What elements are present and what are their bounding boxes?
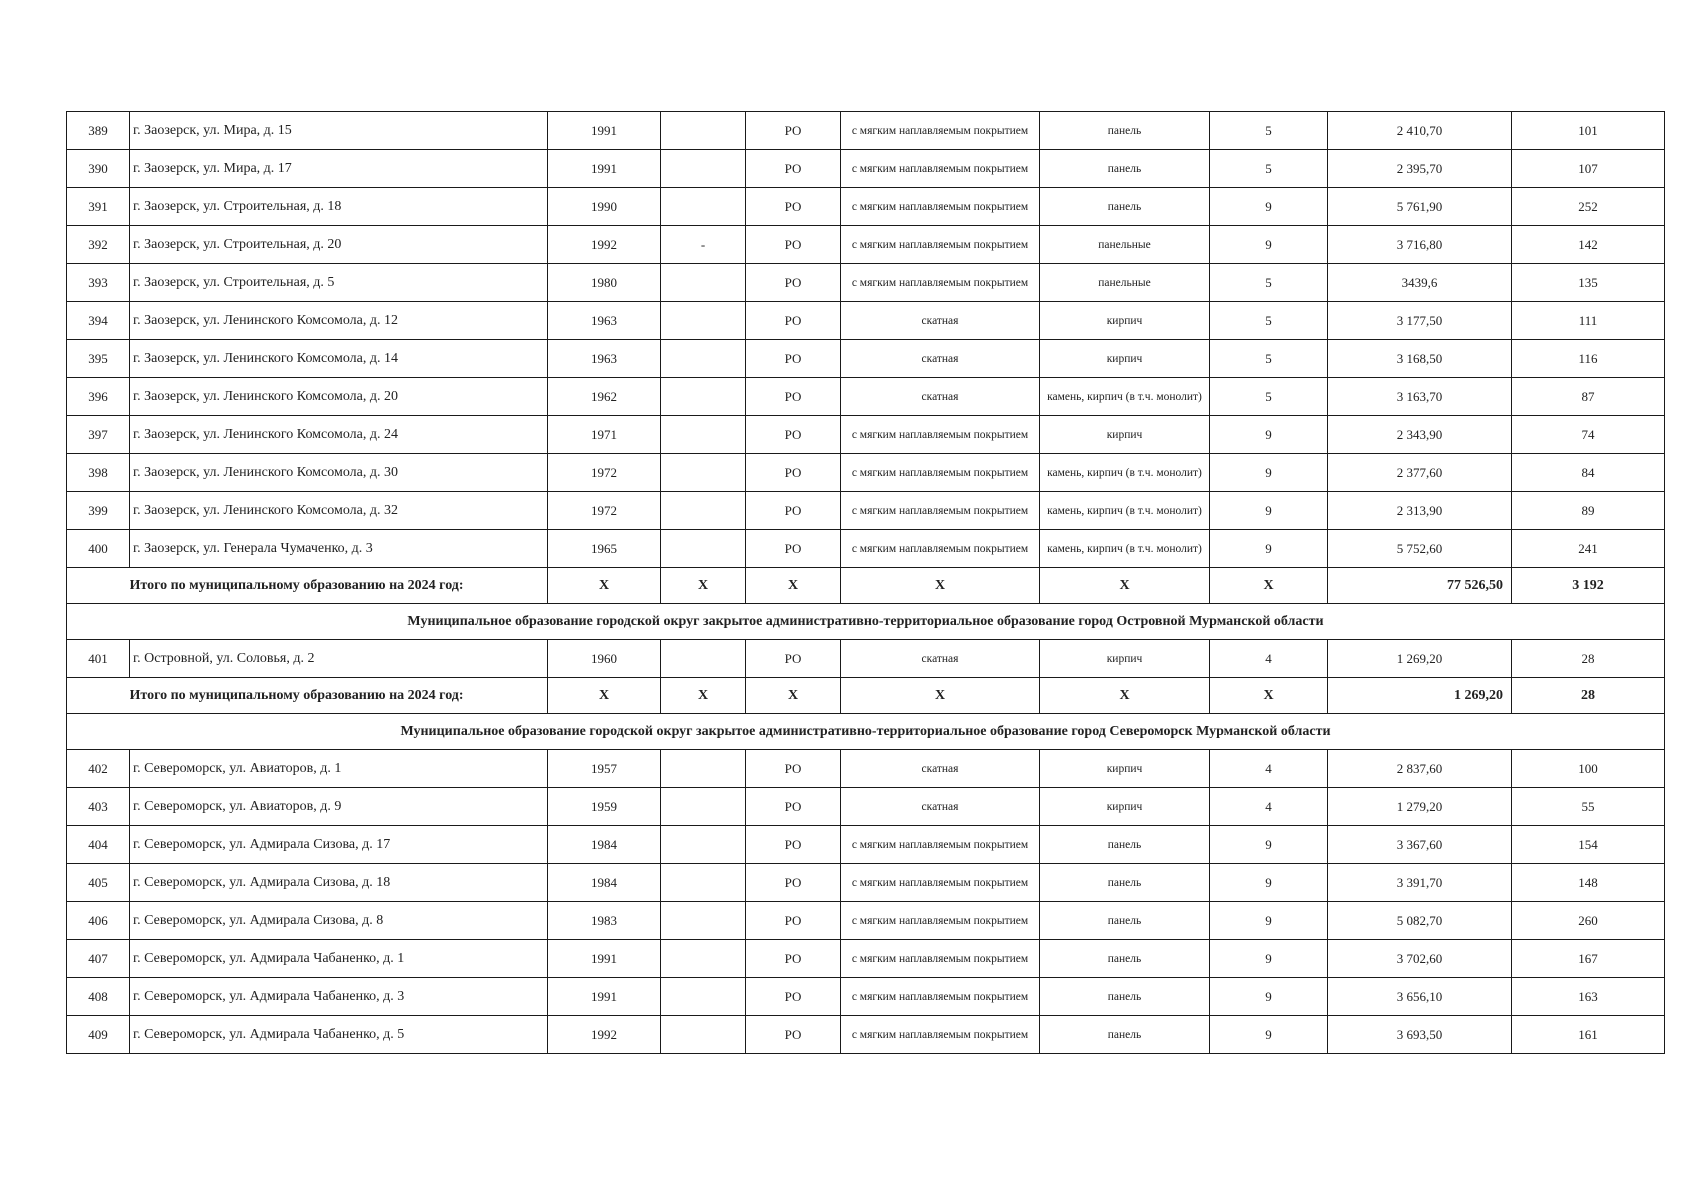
walls-cell: кирпич xyxy=(1040,640,1210,678)
table-row xyxy=(67,940,1665,978)
area-cell: 3 656,10 xyxy=(1328,978,1512,1016)
total-x-mark: Х xyxy=(1210,678,1328,714)
row-number-cell: 396 xyxy=(67,378,130,416)
row-number-cell: 401 xyxy=(67,640,130,678)
row-number-cell: 397 xyxy=(67,416,130,454)
year-cell: 1972 xyxy=(548,492,661,530)
row-number-cell: 407 xyxy=(67,940,130,978)
type-cell: РО xyxy=(746,864,841,902)
total-x-mark: Х xyxy=(746,568,841,604)
residents-cell: 142 xyxy=(1512,226,1665,264)
extra-cell xyxy=(661,864,746,902)
type-cell: РО xyxy=(746,978,841,1016)
area-cell: 5 752,60 xyxy=(1328,530,1512,568)
floors-cell: 4 xyxy=(1210,750,1328,788)
total-x-mark: Х xyxy=(841,678,1040,714)
extra-cell xyxy=(661,454,746,492)
floors-cell: 9 xyxy=(1210,530,1328,568)
residents-cell: 107 xyxy=(1512,150,1665,188)
total-area: 1 269,20 xyxy=(1328,678,1512,714)
total-x-mark: Х xyxy=(841,568,1040,604)
row-number-cell: 393 xyxy=(67,264,130,302)
walls-cell: панель xyxy=(1040,150,1210,188)
housing-table xyxy=(66,111,1665,1054)
year-cell: 1991 xyxy=(548,940,661,978)
table-row xyxy=(67,1016,1665,1054)
residents-cell: 84 xyxy=(1512,454,1665,492)
type-cell: РО xyxy=(746,530,841,568)
extra-cell xyxy=(661,826,746,864)
address-cell: г. Североморск, ул. Адмирала Чабаненко, д. 3 xyxy=(130,978,548,1016)
address-cell: г. Североморск, ул. Адмирала Сизова, д. 17 xyxy=(130,826,548,864)
type-cell: РО xyxy=(746,750,841,788)
area-cell: 3 168,50 xyxy=(1328,340,1512,378)
walls-cell: панель xyxy=(1040,902,1210,940)
address-cell: г. Заозерск, ул. Ленинского Комсомола, д. 30 xyxy=(130,454,548,492)
residents-cell: 55 xyxy=(1512,788,1665,826)
total-x-mark: Х xyxy=(661,568,746,604)
row-number-cell: 398 xyxy=(67,454,130,492)
roof-cell: с мягким наплавляемым покрытием xyxy=(841,530,1040,568)
total-residents: 3 192 xyxy=(1512,568,1665,604)
walls-cell: камень, кирпич (в т.ч. монолит) xyxy=(1040,454,1210,492)
walls-cell: кирпич xyxy=(1040,416,1210,454)
total-x-mark: Х xyxy=(661,678,746,714)
total-spacer-cell xyxy=(67,678,130,714)
roof-cell: с мягким наплавляемым покрытием xyxy=(841,978,1040,1016)
floors-cell: 9 xyxy=(1210,188,1328,226)
year-cell: 1991 xyxy=(548,112,661,150)
year-cell: 1991 xyxy=(548,150,661,188)
extra-cell xyxy=(661,492,746,530)
roof-cell: скатная xyxy=(841,302,1040,340)
residents-cell: 148 xyxy=(1512,864,1665,902)
walls-cell: панель xyxy=(1040,864,1210,902)
residents-cell: 161 xyxy=(1512,1016,1665,1054)
municipality-header: Муниципальное образование городской округ закрытое административно-территориальное образование город Островной Мурманской области xyxy=(67,604,1665,640)
area-cell: 3 702,60 xyxy=(1328,940,1512,978)
type-cell: РО xyxy=(746,788,841,826)
year-cell: 1983 xyxy=(548,902,661,940)
floors-cell: 5 xyxy=(1210,112,1328,150)
extra-cell xyxy=(661,1016,746,1054)
type-cell: РО xyxy=(746,378,841,416)
total-row xyxy=(67,678,1665,714)
roof-cell: с мягким наплавляемым покрытием xyxy=(841,1016,1040,1054)
roof-cell: с мягким наплавляемым покрытием xyxy=(841,264,1040,302)
residents-cell: 135 xyxy=(1512,264,1665,302)
municipality-header-row xyxy=(67,604,1665,640)
residents-cell: 241 xyxy=(1512,530,1665,568)
year-cell: 1963 xyxy=(548,340,661,378)
walls-cell: панель xyxy=(1040,826,1210,864)
year-cell: 1984 xyxy=(548,826,661,864)
row-number-cell: 392 xyxy=(67,226,130,264)
row-number-cell: 402 xyxy=(67,750,130,788)
extra-cell xyxy=(661,378,746,416)
roof-cell: скатная xyxy=(841,340,1040,378)
type-cell: РО xyxy=(746,302,841,340)
type-cell: РО xyxy=(746,902,841,940)
year-cell: 1980 xyxy=(548,264,661,302)
table-row xyxy=(67,788,1665,826)
table-row xyxy=(67,978,1665,1016)
floors-cell: 9 xyxy=(1210,454,1328,492)
table-row xyxy=(67,864,1665,902)
residents-cell: 260 xyxy=(1512,902,1665,940)
residents-cell: 28 xyxy=(1512,640,1665,678)
table-row xyxy=(67,112,1665,150)
year-cell: 1960 xyxy=(548,640,661,678)
table-row xyxy=(67,492,1665,530)
walls-cell: камень, кирпич (в т.ч. монолит) xyxy=(1040,530,1210,568)
walls-cell: панельные xyxy=(1040,264,1210,302)
residents-cell: 101 xyxy=(1512,112,1665,150)
residents-cell: 154 xyxy=(1512,826,1665,864)
walls-cell: кирпич xyxy=(1040,340,1210,378)
roof-cell: скатная xyxy=(841,640,1040,678)
address-cell: г. Североморск, ул. Адмирала Чабаненко, д. 1 xyxy=(130,940,548,978)
roof-cell: скатная xyxy=(841,378,1040,416)
address-cell: г. Североморск, ул. Адмирала Сизова, д. 8 xyxy=(130,902,548,940)
row-number-cell: 404 xyxy=(67,826,130,864)
row-number-cell: 408 xyxy=(67,978,130,1016)
extra-cell xyxy=(661,940,746,978)
table-row xyxy=(67,302,1665,340)
extra-cell xyxy=(661,788,746,826)
row-number-cell: 405 xyxy=(67,864,130,902)
type-cell: РО xyxy=(746,940,841,978)
area-cell: 3 693,50 xyxy=(1328,1016,1512,1054)
row-number-cell: 409 xyxy=(67,1016,130,1054)
residents-cell: 252 xyxy=(1512,188,1665,226)
extra-cell xyxy=(661,150,746,188)
roof-cell: скатная xyxy=(841,788,1040,826)
total-residents: 28 xyxy=(1512,678,1665,714)
total-x-mark: Х xyxy=(1210,568,1328,604)
row-number-cell: 400 xyxy=(67,530,130,568)
total-row xyxy=(67,568,1665,604)
address-cell: г. Заозерск, ул. Мира, д. 15 xyxy=(130,112,548,150)
area-cell: 3 177,50 xyxy=(1328,302,1512,340)
residents-cell: 100 xyxy=(1512,750,1665,788)
extra-cell: - xyxy=(661,226,746,264)
area-cell: 1 269,20 xyxy=(1328,640,1512,678)
residents-cell: 167 xyxy=(1512,940,1665,978)
area-cell: 2 395,70 xyxy=(1328,150,1512,188)
extra-cell xyxy=(661,112,746,150)
address-cell: г. Заозерск, ул. Строительная, д. 5 xyxy=(130,264,548,302)
type-cell: РО xyxy=(746,188,841,226)
total-label: Итого по муниципальному образованию на 2024 год: xyxy=(130,568,548,604)
area-cell: 3439,6 xyxy=(1328,264,1512,302)
municipality-header: Муниципальное образование городской округ закрытое административно-территориальное образование город Североморск Мурманской области xyxy=(67,714,1665,750)
floors-cell: 9 xyxy=(1210,902,1328,940)
year-cell: 1992 xyxy=(548,1016,661,1054)
address-cell: г. Заозерск, ул. Ленинского Комсомола, д. 24 xyxy=(130,416,548,454)
area-cell: 5 761,90 xyxy=(1328,188,1512,226)
row-number-cell: 406 xyxy=(67,902,130,940)
roof-cell: с мягким наплавляемым покрытием xyxy=(841,416,1040,454)
walls-cell: панель xyxy=(1040,188,1210,226)
address-cell: г. Заозерск, ул. Ленинского Комсомола, д. 20 xyxy=(130,378,548,416)
roof-cell: с мягким наплавляемым покрытием xyxy=(841,188,1040,226)
residents-cell: 89 xyxy=(1512,492,1665,530)
extra-cell xyxy=(661,302,746,340)
roof-cell: с мягким наплавляемым покрытием xyxy=(841,826,1040,864)
total-x-mark: Х xyxy=(548,568,661,604)
address-cell: г. Заозерск, ул. Строительная, д. 18 xyxy=(130,188,548,226)
row-number-cell: 389 xyxy=(67,112,130,150)
table-row xyxy=(67,826,1665,864)
walls-cell: камень, кирпич (в т.ч. монолит) xyxy=(1040,492,1210,530)
year-cell: 1984 xyxy=(548,864,661,902)
floors-cell: 5 xyxy=(1210,340,1328,378)
floors-cell: 5 xyxy=(1210,150,1328,188)
floors-cell: 9 xyxy=(1210,940,1328,978)
document-page xyxy=(66,111,1664,1054)
year-cell: 1957 xyxy=(548,750,661,788)
table-row xyxy=(67,640,1665,678)
address-cell: г. Заозерск, ул. Ленинского Комсомола, д. 14 xyxy=(130,340,548,378)
address-cell: г. Заозерск, ул. Мира, д. 17 xyxy=(130,150,548,188)
total-label: Итого по муниципальному образованию на 2024 год: xyxy=(130,678,548,714)
table-row xyxy=(67,454,1665,492)
area-cell: 2 837,60 xyxy=(1328,750,1512,788)
walls-cell: панель xyxy=(1040,1016,1210,1054)
floors-cell: 5 xyxy=(1210,302,1328,340)
year-cell: 1971 xyxy=(548,416,661,454)
floors-cell: 9 xyxy=(1210,226,1328,264)
table-row xyxy=(67,340,1665,378)
residents-cell: 74 xyxy=(1512,416,1665,454)
address-cell: г. Заозерск, ул. Ленинского Комсомола, д. 32 xyxy=(130,492,548,530)
year-cell: 1963 xyxy=(548,302,661,340)
table-row xyxy=(67,226,1665,264)
address-cell: г. Североморск, ул. Авиаторов, д. 9 xyxy=(130,788,548,826)
extra-cell xyxy=(661,750,746,788)
year-cell: 1965 xyxy=(548,530,661,568)
roof-cell: с мягким наплавляемым покрытием xyxy=(841,454,1040,492)
walls-cell: панель xyxy=(1040,978,1210,1016)
floors-cell: 9 xyxy=(1210,416,1328,454)
floors-cell: 9 xyxy=(1210,978,1328,1016)
row-number-cell: 391 xyxy=(67,188,130,226)
year-cell: 1991 xyxy=(548,978,661,1016)
year-cell: 1992 xyxy=(548,226,661,264)
total-area: 77 526,50 xyxy=(1328,568,1512,604)
row-number-cell: 403 xyxy=(67,788,130,826)
walls-cell: панель xyxy=(1040,940,1210,978)
address-cell: г. Североморск, ул. Адмирала Сизова, д. 18 xyxy=(130,864,548,902)
type-cell: РО xyxy=(746,454,841,492)
type-cell: РО xyxy=(746,150,841,188)
table-row xyxy=(67,150,1665,188)
walls-cell: кирпич xyxy=(1040,302,1210,340)
type-cell: РО xyxy=(746,640,841,678)
area-cell: 3 163,70 xyxy=(1328,378,1512,416)
roof-cell: с мягким наплавляемым покрытием xyxy=(841,112,1040,150)
total-spacer-cell xyxy=(67,568,130,604)
area-cell: 5 082,70 xyxy=(1328,902,1512,940)
floors-cell: 9 xyxy=(1210,864,1328,902)
address-cell: г. Островной, ул. Соловья, д. 2 xyxy=(130,640,548,678)
roof-cell: с мягким наплавляемым покрытием xyxy=(841,492,1040,530)
type-cell: РО xyxy=(746,492,841,530)
residents-cell: 116 xyxy=(1512,340,1665,378)
type-cell: РО xyxy=(746,416,841,454)
floors-cell: 4 xyxy=(1210,640,1328,678)
area-cell: 2 313,90 xyxy=(1328,492,1512,530)
extra-cell xyxy=(661,640,746,678)
table-row xyxy=(67,530,1665,568)
table-row xyxy=(67,902,1665,940)
address-cell: г. Североморск, ул. Адмирала Чабаненко, д. 5 xyxy=(130,1016,548,1054)
floors-cell: 4 xyxy=(1210,788,1328,826)
area-cell: 2 343,90 xyxy=(1328,416,1512,454)
residents-cell: 87 xyxy=(1512,378,1665,416)
type-cell: РО xyxy=(746,264,841,302)
extra-cell xyxy=(661,530,746,568)
type-cell: РО xyxy=(746,340,841,378)
walls-cell: кирпич xyxy=(1040,788,1210,826)
floors-cell: 9 xyxy=(1210,1016,1328,1054)
residents-cell: 111 xyxy=(1512,302,1665,340)
floors-cell: 9 xyxy=(1210,826,1328,864)
roof-cell: с мягким наплавляемым покрытием xyxy=(841,150,1040,188)
address-cell: г. Заозерск, ул. Ленинского Комсомола, д. 12 xyxy=(130,302,548,340)
year-cell: 1990 xyxy=(548,188,661,226)
roof-cell: с мягким наплавляемым покрытием xyxy=(841,226,1040,264)
total-x-mark: Х xyxy=(1040,568,1210,604)
table-row xyxy=(67,378,1665,416)
extra-cell xyxy=(661,188,746,226)
row-number-cell: 399 xyxy=(67,492,130,530)
floors-cell: 9 xyxy=(1210,492,1328,530)
area-cell: 3 716,80 xyxy=(1328,226,1512,264)
walls-cell: камень, кирпич (в т.ч. монолит) xyxy=(1040,378,1210,416)
roof-cell: скатная xyxy=(841,750,1040,788)
table-row xyxy=(67,750,1665,788)
row-number-cell: 394 xyxy=(67,302,130,340)
roof-cell: с мягким наплавляемым покрытием xyxy=(841,940,1040,978)
year-cell: 1959 xyxy=(548,788,661,826)
extra-cell xyxy=(661,416,746,454)
area-cell: 2 377,60 xyxy=(1328,454,1512,492)
table-row xyxy=(67,416,1665,454)
residents-cell: 163 xyxy=(1512,978,1665,1016)
table-row xyxy=(67,264,1665,302)
extra-cell xyxy=(661,902,746,940)
year-cell: 1962 xyxy=(548,378,661,416)
walls-cell: панель xyxy=(1040,112,1210,150)
walls-cell: кирпич xyxy=(1040,750,1210,788)
floors-cell: 5 xyxy=(1210,264,1328,302)
row-number-cell: 390 xyxy=(67,150,130,188)
walls-cell: панельные xyxy=(1040,226,1210,264)
type-cell: РО xyxy=(746,112,841,150)
total-x-mark: Х xyxy=(746,678,841,714)
area-cell: 3 367,60 xyxy=(1328,826,1512,864)
total-x-mark: Х xyxy=(1040,678,1210,714)
area-cell: 2 410,70 xyxy=(1328,112,1512,150)
table-body xyxy=(67,112,1665,1054)
extra-cell xyxy=(661,264,746,302)
type-cell: РО xyxy=(746,826,841,864)
row-number-cell: 395 xyxy=(67,340,130,378)
table-row xyxy=(67,188,1665,226)
address-cell: г. Североморск, ул. Авиаторов, д. 1 xyxy=(130,750,548,788)
floors-cell: 5 xyxy=(1210,378,1328,416)
area-cell: 3 391,70 xyxy=(1328,864,1512,902)
total-x-mark: Х xyxy=(548,678,661,714)
address-cell: г. Заозерск, ул. Генерала Чумаченко, д. 3 xyxy=(130,530,548,568)
year-cell: 1972 xyxy=(548,454,661,492)
roof-cell: с мягким наплавляемым покрытием xyxy=(841,864,1040,902)
address-cell: г. Заозерск, ул. Строительная, д. 20 xyxy=(130,226,548,264)
type-cell: РО xyxy=(746,226,841,264)
extra-cell xyxy=(661,978,746,1016)
extra-cell xyxy=(661,340,746,378)
roof-cell: с мягким наплавляемым покрытием xyxy=(841,902,1040,940)
type-cell: РО xyxy=(746,1016,841,1054)
municipality-header-row xyxy=(67,714,1665,750)
area-cell: 1 279,20 xyxy=(1328,788,1512,826)
